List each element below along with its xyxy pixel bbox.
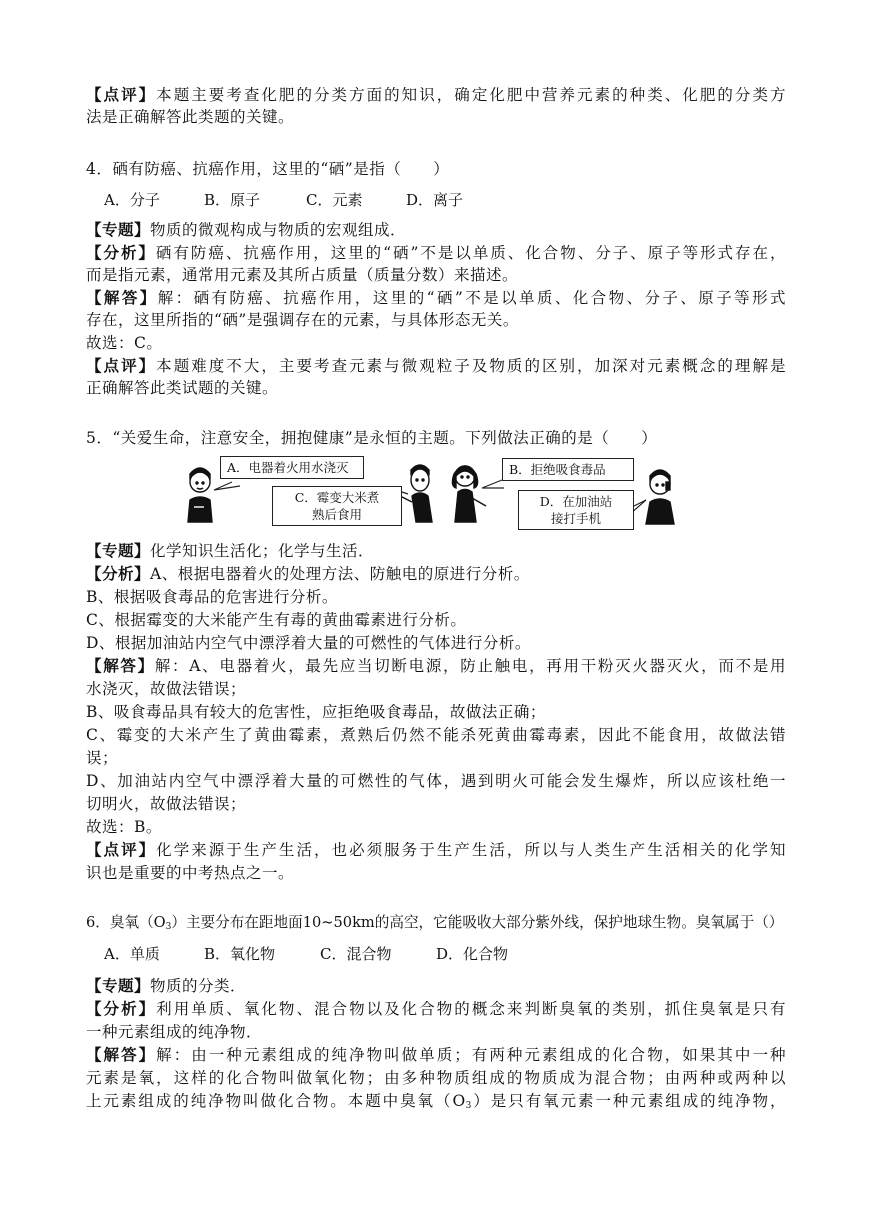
comment-line: 【点评】本题主要考查化肥的分类方面的知识，确定化肥中营养元素的种类、化肥的分类方: [86, 86, 786, 104]
q5-analysis-c: C、根据霉变的大米能产生有毒的黄曲霉素进行分析。: [86, 611, 467, 629]
q4-option-a: A．分子: [104, 191, 160, 209]
q5-answer-a-cont: 水浇灭，故做法错误；: [86, 680, 247, 698]
cartoon-person-icon: [646, 470, 674, 524]
q4-choice: 故选：C。: [86, 334, 163, 352]
q5-analysis-d: D、根据加油站内空气中漂浮着大量的可燃性的气体进行分析。: [86, 634, 531, 652]
comment-tag: 【点评】: [86, 86, 157, 104]
bubble-tail: [482, 480, 504, 488]
q4-answer-cont: 存在，这里所指的“硒”是强调存在的元素，与具体形态无关。: [86, 311, 519, 329]
q6-topic: 【专题】物质的分类．: [86, 977, 247, 995]
q5-answer-c: C、霉变的大米产生了黄曲霉素，煮熟后仍然不能杀死黄曲霉毒素，因此不能食用，故做法错: [86, 726, 786, 744]
q4-analysis-cont: 而是指元素，通常用元素及其所占质量（质量分数）来描述。: [86, 266, 519, 284]
q5-choice: 故选：B。: [86, 818, 162, 836]
q4-analysis: 【分析】硒有防癌、抗癌作用，这里的“硒”不是以单质、化合物、分子、原子等形式存在，: [86, 244, 786, 262]
q5-answer-d: D、加油站内空气中漂浮着大量的可燃性的气体，遇到明火可能会发生爆炸，所以应该杜绝一: [86, 772, 786, 790]
cartoon-person-icon: [188, 468, 212, 522]
bubble-tail: [214, 482, 240, 490]
q4-topic: 【专题】物质的微观构成与物质的宏观组成．: [86, 221, 407, 239]
q5-topic: 【专题】化学知识生活化；化学与生活．: [86, 542, 375, 560]
q6-option-b: B．氧化物: [204, 945, 276, 963]
question-5-stem: 5．“关爱生命，注意安全，拥抱健康”是永恒的主题。下列做法正确的是（ ）: [86, 429, 658, 447]
q4-comment: 【点评】本题难度不大，主要考查元素与微观粒子及物质的区别，加深对元素概念的理解是: [86, 357, 786, 375]
q5-answer-b: B、吸食毒品具有较大的危害性，应拒绝吸食毒品，故做法正确；: [86, 703, 546, 721]
q4-option-c: C．元素: [306, 191, 363, 209]
q5-analysis: 【分析】A、根据电器着火的处理方法、防触电的原进行分析。: [86, 565, 530, 583]
q6-answer-cont: 元素是氧，这样的化合物叫做氧化物；由多种物质组成的物质成为混合物；由两种或两种以: [86, 1069, 786, 1087]
q5-comment-cont: 识也是重要的中考热点之一。: [86, 864, 295, 882]
q5-analysis-b: B、根据吸食毒品的危害进行分析。: [86, 588, 338, 606]
q4-comment-cont: 正确解答此类试题的关键。: [86, 379, 279, 397]
q5-answer-c-cont: 误；: [86, 749, 119, 767]
q6-analysis: 【分析】利用单质、氧化物、混合物以及化合物的概念来判断臭氧的类别，抓住臭氧是只有: [86, 1000, 786, 1018]
q4-option-d: D．离子: [406, 191, 464, 209]
q4-option-b: B．原子: [204, 191, 261, 209]
bubble-option-a: A．电器着火用水浇灭: [220, 456, 364, 479]
q5-answer: 【解答】解：A、电器着火，最先应当切断电源，防止触电，再用干粉灭火器灭火，而不是用: [86, 657, 786, 675]
q6-answer: 【解答】解：由一种元素组成的纯净物叫做单质；有两种元素组成的化合物，如果其中一种: [86, 1046, 786, 1064]
safety-cartoon: [180, 452, 690, 530]
q6-analysis-cont: 一种元素组成的纯净物．: [86, 1023, 263, 1041]
bubble-option-d: D．在加油站 接打手机: [518, 490, 634, 530]
bubble-option-c: C．霉变大米煮 熟后食用: [272, 486, 402, 526]
question-4-stem: 4．硒有防癌、抗癌作用，这里的“硒”是指（ ）: [86, 160, 450, 178]
q6-option-c: C．混合物: [320, 945, 392, 963]
comment-line: 法是正确解答此类题的关键。: [86, 108, 295, 126]
question-6-stem: 6．臭氧$(O_3)$主要分布在距地面10~50km的高空，它能吸收大部分紫外线，保护地球生物。臭氧属于（）: [86, 914, 784, 932]
q6-option-d: D．化合物: [436, 945, 509, 963]
bubble-option-b: B．拒绝吸食毒品: [502, 458, 634, 481]
q5-answer-d-cont: 切明火，故做法错误；: [86, 795, 247, 813]
q6-option-a: A．单质: [104, 945, 160, 963]
q6-answer-cont2: 上元素组成的纯净物叫做化合物。本题中臭氧$(O_3)$是只有氧元素一种元素组成的纯净物，: [86, 1092, 786, 1111]
cartoon-person-icon: [452, 466, 486, 522]
q5-comment: 【点评】化学来源于生产生活，也必须服务于生产生活，所以与人类生产生活相关的化学知: [86, 841, 786, 859]
q4-answer: 【解答】解：硒有防癌、抗癌作用，这里的“硒”不是以单质、化合物、分子、原子等形式: [86, 289, 786, 307]
